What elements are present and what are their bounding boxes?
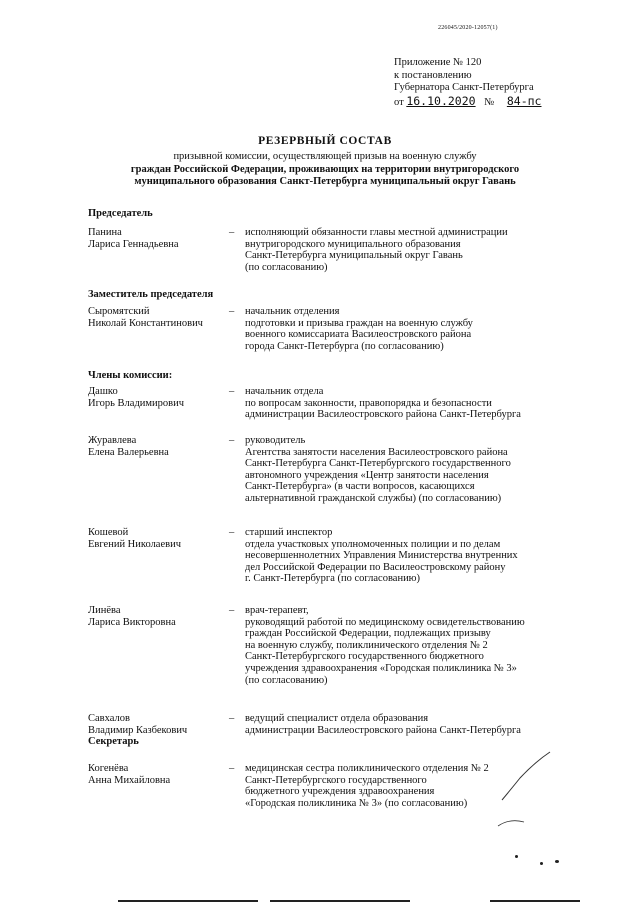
role-line: Санкт-Петербургского государственного (245, 774, 427, 786)
section-deputy: Заместитель председателя (88, 289, 214, 300)
position-description (245, 527, 608, 585)
role-line: начальник отделения (245, 306, 340, 317)
role-line: медицинская сестра поликлинического отделения № 2 (245, 763, 489, 774)
appendix-block (394, 57, 563, 109)
appendix-number: Приложение № 120 (394, 57, 482, 68)
given-names: Лариса Геннадьевна (88, 238, 179, 250)
appendix-reference: к постановлению (394, 69, 472, 81)
role-line: старший инспектор (245, 527, 333, 538)
dash: – (229, 306, 235, 317)
given-names: Анна Михайловна (88, 774, 171, 786)
position-description (245, 435, 608, 505)
surname: Панина (88, 227, 122, 238)
dash: – (229, 435, 235, 446)
footer-rule (270, 900, 410, 902)
surname: Журавлева (88, 435, 137, 446)
role-line: Санкт-Петербургского государственного бюджетного (245, 651, 484, 663)
role-line: по вопросам законности, правопорядка и безопасности (245, 397, 492, 409)
role-line: дел Российской Федерации по Василеостровскому району (245, 561, 506, 573)
role-line: города Санкт-Петербурга (по согласованию) (245, 340, 444, 352)
role-line: несовершеннолетних Управления Министерства внутренних (245, 550, 518, 562)
role-line: администрации Василеостровского района Санкт-Петербурга (245, 724, 521, 736)
dash: – (229, 605, 235, 616)
role-line: отдела участковых уполномоченных полиции и по делам (245, 538, 501, 550)
decree-number: 84-пс (506, 93, 542, 108)
role-line: руководящий работой по медицинскому освидетельствованию (245, 616, 525, 628)
appendix-date-line (394, 95, 563, 110)
number-prefix: № (484, 96, 495, 108)
scan-speck (515, 855, 518, 858)
date-prefix: от (394, 96, 404, 108)
role-line: Санкт-Петербурга» (в части вопросов, касающихся (245, 481, 475, 493)
footer-rule (490, 900, 580, 902)
title-main: РЕЗЕРВНЫЙ СОСТАВ (258, 135, 392, 147)
given-names: Евгений Николаевич (88, 538, 181, 550)
role-line: ведущий специалист отдела образования (245, 713, 429, 724)
role-line: внутригородского муниципального образования (245, 238, 461, 250)
surname: Сыромятский (88, 306, 150, 317)
title-line: муниципального образования Санкт-Петербурга муниципальный округ Гавань (134, 176, 516, 187)
footer-rule (118, 900, 258, 902)
person-name (88, 527, 228, 550)
person-name (88, 763, 228, 786)
role-line: Агентства занятости населения Василеостровского района (245, 446, 508, 458)
role-line: (по согласованию) (245, 674, 328, 686)
role-line: (по согласованию) (245, 261, 328, 273)
dash: – (229, 227, 235, 238)
scan-speck (555, 860, 559, 863)
dash: – (229, 386, 235, 397)
person-name (88, 435, 228, 458)
role-line: Санкт-Петербурга Санкт-Петербургского государственного (245, 458, 511, 470)
decree-date: 16.10.2020 (406, 93, 476, 108)
person-name (88, 386, 228, 409)
dash: – (229, 527, 235, 538)
surname: Кошевой (88, 527, 129, 538)
document-id: 226045/2020-12057(1) (438, 25, 498, 31)
role-line: руководитель (245, 435, 306, 446)
person-name (88, 713, 228, 748)
position-description (245, 605, 608, 686)
appendix-issuer: Губернатора Санкт-Петербурга (394, 82, 534, 93)
given-names: Николай Константинович (88, 317, 203, 329)
given-names: Владимир Казбекович (88, 724, 188, 736)
role-line: граждан Российской Федерации, подлежащих призыву (245, 628, 491, 640)
role-line: на военную службу, поликлинического отделения № 2 (245, 639, 488, 651)
person-name (88, 605, 228, 628)
person-name (88, 227, 228, 250)
role-line: начальник отдела (245, 386, 324, 397)
role-line: «Городская поликлиника № 3» (по согласованию) (245, 797, 468, 809)
section-chair: Председатель (88, 208, 153, 219)
surname: Линёва (88, 605, 121, 616)
person-name (88, 306, 228, 329)
role-line: Санкт-Петербурга муниципальный округ Гавань (245, 250, 463, 262)
surname: Дашко (88, 386, 118, 397)
given-names: Елена Валерьевна (88, 446, 169, 458)
dash: – (229, 763, 235, 774)
position-description (245, 386, 608, 421)
section-secretary: Секретарь (88, 736, 139, 748)
section-members: Члены комиссии: (88, 370, 173, 381)
role-line: исполняющий обязанности главы местной администрации (245, 227, 508, 238)
role-line: администрации Василеостровского района Санкт-Петербурга (245, 409, 521, 421)
position-description (245, 306, 608, 352)
role-line: военного комиссариата Василеостровского района (245, 329, 472, 341)
role-line: автономного учреждения «Центр занятости населения (245, 469, 489, 481)
role-line: бюджетного учреждения здравоохранения (245, 786, 435, 798)
position-description (245, 227, 608, 273)
title-line: призывной комиссии, осуществляющей призыв на военную службу (173, 151, 477, 162)
role-line: учреждения здравоохранения «Городская поликлиника № 3» (245, 662, 517, 674)
given-names: Лариса Викторовна (88, 616, 176, 628)
dash: – (229, 713, 235, 724)
document-title (70, 135, 580, 189)
position-description (245, 713, 608, 736)
surname: Когенёва (88, 763, 129, 774)
given-names: Игорь Владимирович (88, 397, 185, 409)
title-subtitle (70, 151, 580, 189)
role-line: альтернативной гражданской службы) (по согласованию) (245, 492, 502, 504)
role-line: подготовки и призыва граждан на военную службу (245, 317, 473, 329)
surname: Савхалов (88, 713, 130, 724)
title-line: граждан Российской Федерации, проживающих на территории внутригородского (130, 163, 520, 175)
role-line: врач-терапевт, (245, 605, 309, 616)
signature-mark (480, 748, 560, 838)
scan-speck (540, 862, 543, 865)
role-line: г. Санкт-Петербурга (по согласованию) (245, 573, 421, 585)
